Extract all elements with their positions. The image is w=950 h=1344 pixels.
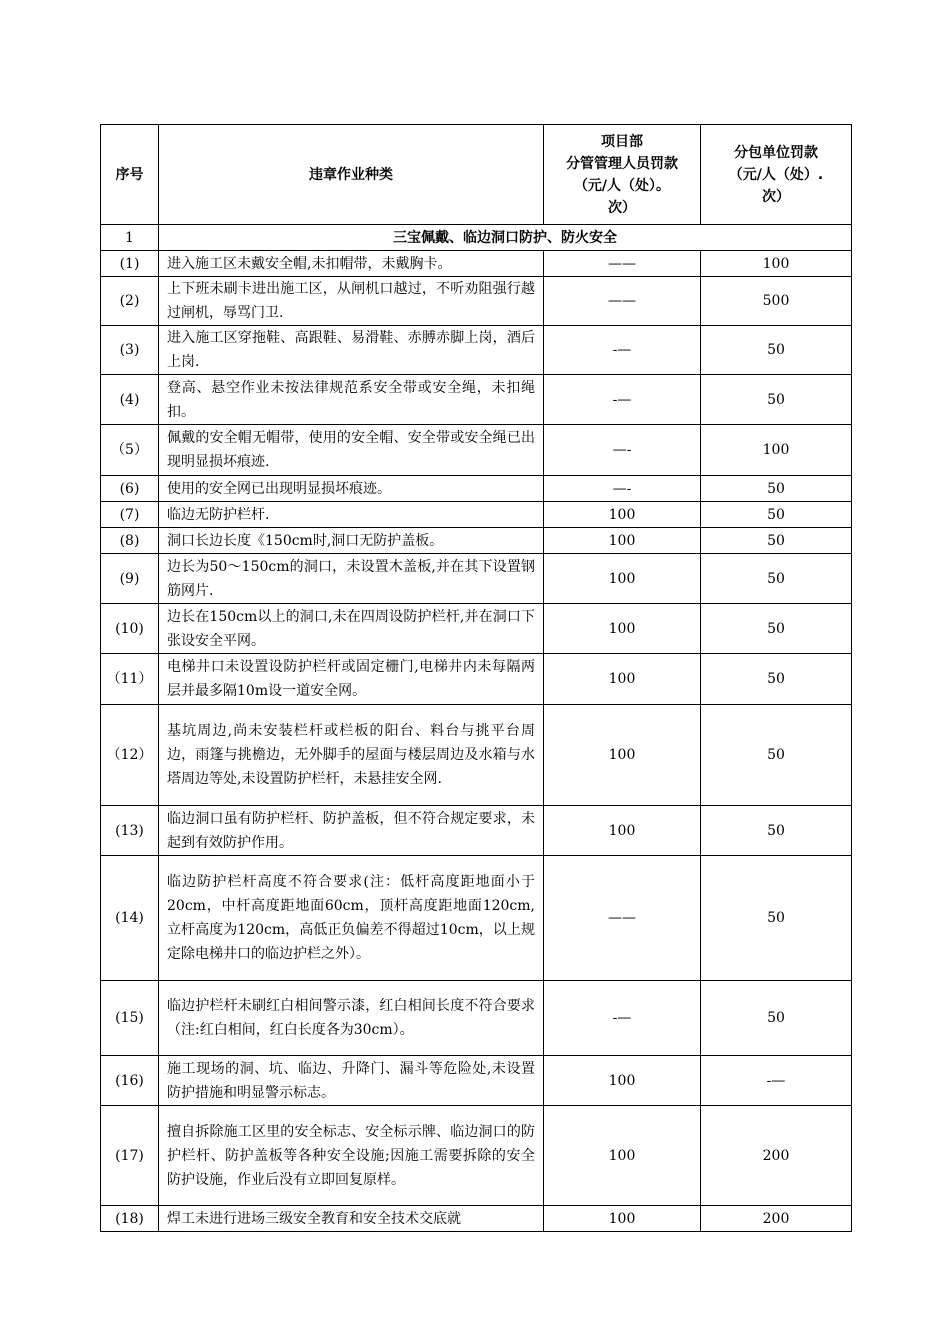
table-row — [101, 375, 852, 425]
project-fine: 100 — [544, 705, 701, 806]
table-row — [101, 326, 852, 375]
project-fine: —- — [544, 425, 701, 476]
subcontractor-fine: 50 — [701, 554, 852, 604]
subcontractor-fine: 50 — [701, 654, 852, 705]
subcontractor-fine: 50 — [701, 375, 852, 425]
subcontractor-fine: 50 — [701, 806, 852, 856]
row-number: (15) — [101, 981, 159, 1056]
project-fine: —— — [544, 856, 701, 981]
table-row — [101, 554, 852, 604]
row-number: (9) — [101, 554, 159, 604]
subcontractor-fine: 100 — [701, 425, 852, 476]
table-row — [101, 1206, 852, 1232]
section-row — [101, 225, 852, 251]
project-fine: —— — [544, 251, 701, 277]
table-row — [101, 654, 852, 705]
violation-description: 焊工未进行进场三级安全教育和安全技术交底就 — [159, 1206, 544, 1232]
section-number: 1 — [101, 225, 159, 251]
subcontractor-fine: 50 — [701, 856, 852, 981]
row-number: （12） — [101, 705, 159, 806]
table-row — [101, 1056, 852, 1106]
table-row — [101, 806, 852, 856]
row-number: （5） — [101, 425, 159, 476]
violation-description: 临边护栏杆未刷红白相间警示漆，红白相间长度不符合要求（注:红白相间，红白长度各为30cm）。 — [159, 981, 544, 1056]
violation-description: 佩戴的安全帽无帽带，使用的安全帽、安全带或安全绳已出现明显损坏痕迹. — [159, 425, 544, 476]
project-fine: 100 — [544, 654, 701, 705]
header-seq: 序号 — [101, 125, 159, 225]
row-number: (1) — [101, 251, 159, 277]
row-number: (7) — [101, 502, 159, 528]
table-row — [101, 1106, 852, 1206]
subcontractor-fine: 50 — [701, 705, 852, 806]
table-row — [101, 604, 852, 654]
header-type: 违章作业种类 — [159, 125, 544, 225]
row-number: (2) — [101, 277, 159, 326]
row-number: （11） — [101, 654, 159, 705]
project-fine: -— — [544, 981, 701, 1056]
subcontractor-fine: 50 — [701, 604, 852, 654]
row-number: (6) — [101, 476, 159, 502]
subcontractor-fine: 200 — [701, 1206, 852, 1232]
violation-description: 进入施工区未戴安全帽,未扣帽带，未戴胸卡。 — [159, 251, 544, 277]
violation-description: 进入施工区穿拖鞋、高跟鞋、易滑鞋、赤膊赤脚上岗，酒后上岗. — [159, 326, 544, 375]
header-row — [101, 125, 852, 225]
row-number: (16) — [101, 1056, 159, 1106]
violation-description: 边长在150cm以上的洞口,未在四周设防护栏杆,并在洞口下张设安全平网。 — [159, 604, 544, 654]
subcontractor-fine: 50 — [701, 502, 852, 528]
table-row — [101, 502, 852, 528]
table-row — [101, 705, 852, 806]
violation-description: 施工现场的洞、坑、临边、升降门、漏斗等危险处,未设置防护措施和明显警示标志。 — [159, 1056, 544, 1106]
table-row — [101, 528, 852, 554]
violation-description: 边长为50～150cm的洞口，未设置木盖板,并在其下设置钢筋网片. — [159, 554, 544, 604]
subcontractor-fine: -— — [701, 1056, 852, 1106]
project-fine: 100 — [544, 1106, 701, 1206]
violation-description: 临边无防护栏杆. — [159, 502, 544, 528]
project-fine: 100 — [544, 554, 701, 604]
violation-description: 临边洞口虽有防护栏杆、防护盖板，但不符合规定要求，未起到有效防护作用。 — [159, 806, 544, 856]
project-fine: 100 — [544, 806, 701, 856]
row-number: (10) — [101, 604, 159, 654]
subcontractor-fine: 50 — [701, 326, 852, 375]
violation-description: 擅自拆除施工区里的安全标志、安全标示牌、临边洞口的防护栏杆、防护盖板等各种安全设施;因施工需要拆除的安全防护设施，作业后没有立即回复原样。 — [159, 1106, 544, 1206]
project-fine: 100 — [544, 502, 701, 528]
table-row — [101, 251, 852, 277]
project-fine: —- — [544, 476, 701, 502]
penalty-table — [100, 124, 852, 1232]
subcontractor-fine: 50 — [701, 528, 852, 554]
table-row — [101, 856, 852, 981]
violation-description: 基坑周边,尚未安装栏杆或栏板的阳台、料台与挑平台周边，雨篷与挑檐边，无外脚手的屋面与楼层周边及水箱与水塔周边等处,未设置防护栏杆，未悬挂安全网. — [159, 705, 544, 806]
violation-description: 电梯井口未设置设防护栏杆或固定栅门,电梯井内未每隔两层并最多隔10m设一道安全网。 — [159, 654, 544, 705]
violation-description: 上下班未刷卡进出施工区，从闸机口越过，不听劝阻强行越过闸机，辱骂门卫. — [159, 277, 544, 326]
project-fine: 100 — [544, 1056, 701, 1106]
project-fine: 100 — [544, 528, 701, 554]
subcontractor-fine: 200 — [701, 1106, 852, 1206]
subcontractor-fine: 500 — [701, 277, 852, 326]
header-project-fine: 项目部 分管管理人员罚款 （元/人（处）。 次） — [544, 125, 701, 225]
table-row — [101, 277, 852, 326]
violation-description: 临边防护栏杆高度不符合要求(注：低杆高度距地面小于20cm，中杆高度距地面60cm，顶杆高度距地面120cm,立杆高度为120cm，高低正负偏差不得超过10cm，以上规定除电梯井口的临边护栏之外）。 — [159, 856, 544, 981]
project-fine: 100 — [544, 604, 701, 654]
project-fine: —— — [544, 277, 701, 326]
project-fine: -— — [544, 375, 701, 425]
subcontractor-fine: 100 — [701, 251, 852, 277]
row-number: (17) — [101, 1106, 159, 1206]
project-fine: -— — [544, 326, 701, 375]
row-number: (4) — [101, 375, 159, 425]
row-number: (14) — [101, 856, 159, 981]
table-row — [101, 425, 852, 476]
subcontractor-fine: 50 — [701, 476, 852, 502]
row-number: (18) — [101, 1206, 159, 1232]
subcontractor-fine: 50 — [701, 981, 852, 1056]
header-sub-fine: 分包单位罚款 （元/人（处）. 次） — [701, 125, 852, 225]
row-number: (8) — [101, 528, 159, 554]
table-row — [101, 981, 852, 1056]
row-number: (13) — [101, 806, 159, 856]
row-number: (3) — [101, 326, 159, 375]
violation-description: 洞口长边长度《150cm时,洞口无防护盖板。 — [159, 528, 544, 554]
violation-description: 登高、悬空作业未按法律规范系安全带或安全绳，未扣绳扣。 — [159, 375, 544, 425]
project-fine: 100 — [544, 1206, 701, 1232]
section-title: 三宝佩戴、临边洞口防护、防火安全 — [159, 225, 852, 251]
table-row — [101, 476, 852, 502]
violation-description: 使用的安全网已出现明显损坏痕迹。 — [159, 476, 544, 502]
